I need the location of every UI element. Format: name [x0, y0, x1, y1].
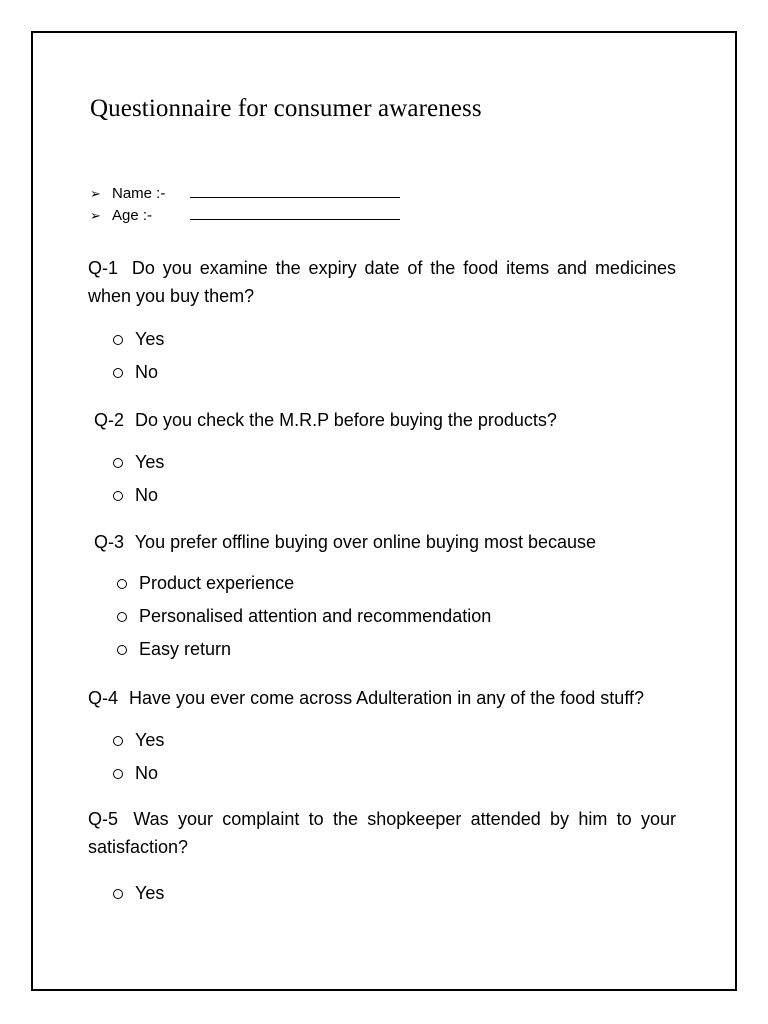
radio-circle-icon[interactable] [113, 491, 123, 501]
option-item[interactable] [113, 724, 164, 757]
radio-circle-icon[interactable] [113, 736, 123, 746]
option-item[interactable] [113, 323, 164, 356]
question-number: Q-3 [94, 532, 125, 552]
radio-circle-icon[interactable] [113, 368, 123, 378]
option-label: Yes [135, 329, 165, 349]
question-2-options [113, 446, 164, 512]
question-text: Do you examine the expiry date of the food items and medicines when you buy them? [88, 258, 676, 306]
option-label: No [135, 485, 159, 505]
option-label: No [135, 763, 159, 783]
arrow-bullet-icon: ➢ [90, 208, 101, 223]
name-label: Name :- [112, 185, 166, 202]
question-1 [88, 254, 676, 310]
question-text: Have you ever come across Adulteration in any of the food stuff? [129, 688, 644, 708]
question-number: Q-1 [88, 258, 119, 278]
age-blank-line[interactable] [190, 205, 400, 220]
option-item[interactable] [113, 877, 164, 910]
option-item[interactable] [113, 479, 164, 512]
option-item[interactable] [117, 567, 491, 600]
radio-circle-icon[interactable] [113, 458, 123, 468]
page-title: Questionnaire for consumer awareness [90, 95, 482, 122]
option-item[interactable] [113, 446, 164, 479]
question-3-options [117, 567, 491, 666]
option-label: Yes [135, 730, 165, 750]
option-label: Personalised attention and recommendation [139, 606, 492, 626]
option-label: Easy return [139, 639, 232, 659]
respondent-fields [90, 183, 400, 227]
question-2 [94, 406, 557, 434]
question-number: Q-2 [94, 410, 125, 430]
radio-circle-icon[interactable] [113, 769, 123, 779]
option-label: Yes [135, 452, 165, 472]
question-text: You prefer offline buying over online buying most because [134, 532, 597, 552]
question-5 [88, 805, 676, 861]
question-text: Do you check the M.R.P before buying the products? [135, 410, 557, 430]
question-4-options [113, 724, 164, 790]
age-field [90, 205, 400, 227]
radio-circle-icon[interactable] [117, 645, 127, 655]
option-item[interactable] [117, 600, 491, 633]
name-blank-line[interactable] [190, 183, 400, 198]
option-label: No [135, 362, 159, 382]
age-label: Age :- [112, 207, 153, 224]
option-item[interactable] [113, 356, 164, 389]
question-number: Q-5 [88, 809, 119, 829]
arrow-bullet-icon: ➢ [90, 186, 101, 201]
question-number: Q-4 [88, 688, 119, 708]
name-field [90, 183, 400, 205]
radio-circle-icon[interactable] [117, 579, 127, 589]
option-label: Product experience [139, 573, 295, 593]
question-text: Was your complaint to the shopkeeper attended by him to your satisfaction? [88, 809, 676, 857]
option-label: Yes [135, 883, 165, 903]
question-5-options [113, 877, 164, 910]
question-1-options [113, 323, 164, 389]
radio-circle-icon[interactable] [113, 889, 123, 899]
option-item[interactable] [117, 633, 491, 666]
question-3 [94, 528, 596, 556]
option-item[interactable] [113, 757, 164, 790]
radio-circle-icon[interactable] [113, 335, 123, 345]
radio-circle-icon[interactable] [117, 612, 127, 622]
question-4 [88, 684, 644, 712]
